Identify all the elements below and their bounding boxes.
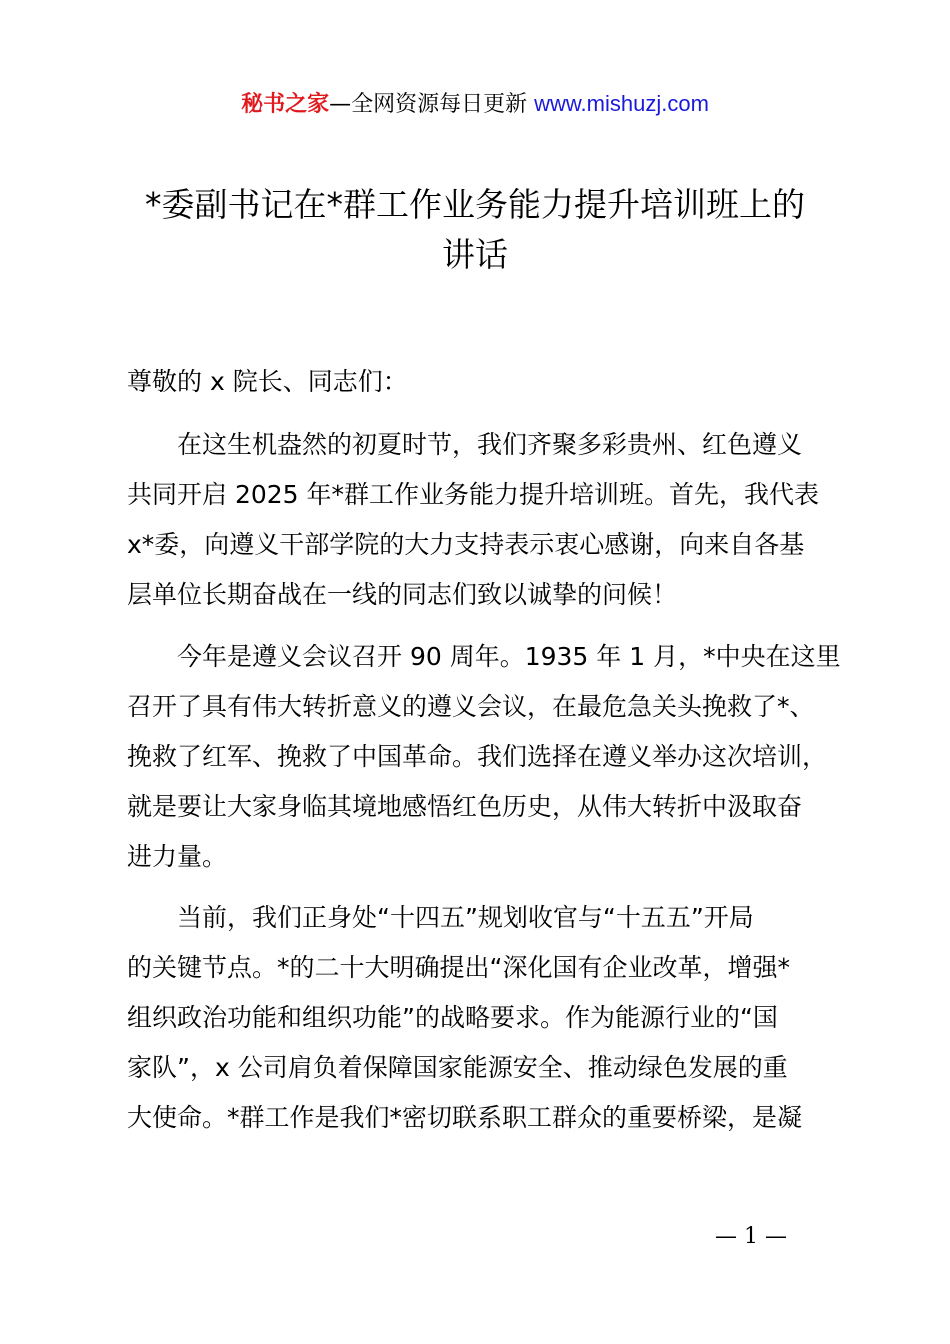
header-tagline: —全网资源每日更新 (329, 92, 535, 117)
paragraph-3 (127, 893, 802, 1143)
text-line: 当前，我们正身处“十四五”规划收官与“十五五”开局 (177, 903, 754, 932)
text-line: 家队”，x 公司肩负着保障国家能源安全、推动绿色发展的重 (127, 1053, 788, 1082)
text-line: 挽救了红军、挽救了中国革命。我们选择在遵义举办这次培训， (127, 742, 828, 771)
text-line: 大使命。*群工作是我们*密切联系职工群众的重要桥梁，是凝 (127, 1103, 803, 1132)
salutation: 尊敬的 x 院长、同志们： (127, 367, 408, 396)
text-line: 共同开启 2025 年*群工作业务能力提升培训班。首先，我代表 (127, 480, 820, 509)
text-line: 召开了具有伟大转折意义的遵义会议，在最危急关头挽救了*、 (127, 692, 815, 721)
text-line: 在这生机盎然的初夏时节，我们齐聚多彩贵州、红色遵义 (177, 430, 803, 459)
brand-name: 秘书之家 (241, 92, 330, 117)
document-title (100, 180, 850, 280)
site-header (0, 88, 950, 121)
paragraph-1 (127, 420, 819, 620)
text-line: 今年是遵义会议召开 90 周年。1935 年 1 月，*中央在这里 (177, 642, 841, 671)
page-number: — 1 — (715, 1224, 787, 1249)
text-line: 就是要让大家身临其境地感悟红色历史，从伟大转折中汲取奋 (127, 792, 803, 821)
text-line: 层单位长期奋战在一线的同志们致以诚挚的问候！ (127, 580, 678, 609)
title-line: *委副书记在*群工作业务能力提升培训班上的 (145, 185, 805, 224)
text-line: 进力量。 (127, 842, 228, 871)
title-line: 讲话 (442, 235, 508, 274)
text-line: 的关键节点。*的二十大明确提出“深化国有企业改革，增强* (127, 953, 790, 982)
website-link[interactable]: www.mishuzj.com (534, 91, 709, 116)
text-line: 组织政治功能和组织功能”的战略要求。作为能源行业的“国 (127, 1003, 778, 1032)
paragraph-2 (127, 632, 841, 882)
text-line: x*委，向遵义干部学院的大力支持表示衷心感谢，向来自各基 (127, 530, 805, 559)
